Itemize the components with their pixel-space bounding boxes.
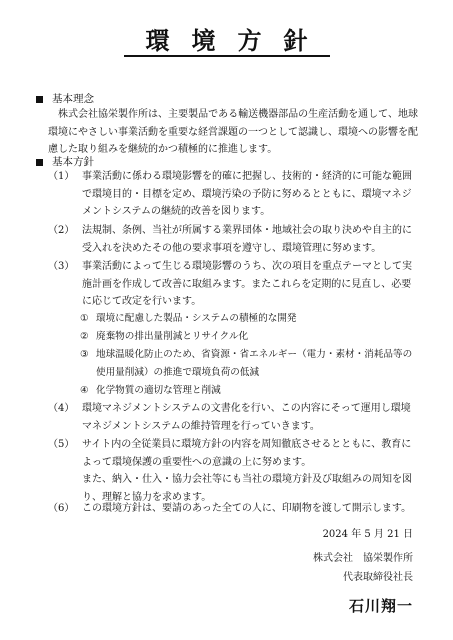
policy-item-4: （4） 環境マネジメントシステムの文書化を行い、この内容にそって運用し環境マネジメントシステムの維持管理を行っていきます。 xyxy=(48,403,411,432)
signer-position: 代表取締役社長 xyxy=(343,572,413,583)
policy-subitem-1: ① 環境に配慮した製品・システムの積極的な開発 xyxy=(80,313,297,324)
policy-item-5: （5） サイト内の全従業員に環境方針の内容を周知徹底させるとともに、教育によって環境保護の重要性への意識の上に努めます。 また、納入・仕入・協力会社等にも当社の環境方針及び取組みの周知を図り、理解と協力を求めます。 xyxy=(48,436,418,506)
policy-item-5-extra: また、納入・仕入・協力会社等にも当社の環境方針及び取組みの周知を図り、理解と協力を求めます。 xyxy=(82,474,412,503)
policy-item-3: （3） 事業活動によって生じる環境影響のうち、次の項目を重点テーマとして実施計画を作成して改善に取組みます。またこれらを定期的に見直し、必要に応じて改定を行います。 xyxy=(48,261,412,308)
square-bullet-icon xyxy=(36,96,43,103)
policy-item-2: （2） 法規制、条例、当社が所属する業界団体・地域社会の取り決めや自主的に受入れを決めたその他の要求事項を遵守し、環境管理に努めます。 xyxy=(48,225,412,254)
philosophy-text: 株式会社協栄製作所は、主要製品である輸送機器部品の生産活動を通して、地球環境にやさしい事業活動を重要な経営課題の一つとして認識し、環境への影響を配慮した取り組みを継続的かつ積極的に推進します。 xyxy=(48,109,418,156)
policy-subitem-4: ④ 化学物質の適切な管理と削減 xyxy=(80,385,221,396)
document-date: 2024 年 5 月 21 日 xyxy=(322,529,413,540)
section-heading-policy: 基本方針 xyxy=(36,155,94,169)
policy-item-6: （6） この環境方針は、要請のあった全ての人に、印刷物を渡して開示します。 xyxy=(48,503,412,514)
policy-subitem-2: ② 廃棄物の排出量削減とリサイクル化 xyxy=(80,331,249,342)
section-heading-philosophy: 基本理念 xyxy=(36,92,94,106)
page-title: 環境方針 xyxy=(0,26,453,56)
square-bullet-icon xyxy=(36,159,43,166)
signer-name: 石川翔一 xyxy=(348,597,413,615)
company-name: 株式会社 協栄製作所 xyxy=(313,553,413,564)
policy-item-5-text: サイト内の全従業員に環境方針の内容を周知徹底させるとともに、教育によって環境保護の重要性への意識の上に努めます。 xyxy=(82,439,412,468)
policy-item-1: （1） 事業活動に係わる環境影響を的確に把握し、技術的・経済的に可能な範囲で環境目的・目標を定め、環境汚染の予防に努めるとともに、環境マネジメントシステムの継続的改善を図ります。 xyxy=(48,171,412,218)
policy-subitem-3: ③ 地球温暖化防止のため、省資源・省エネルギー（電力・素材・消耗品等の使用量削減）の推進で環境負荷の低減 xyxy=(80,349,413,378)
